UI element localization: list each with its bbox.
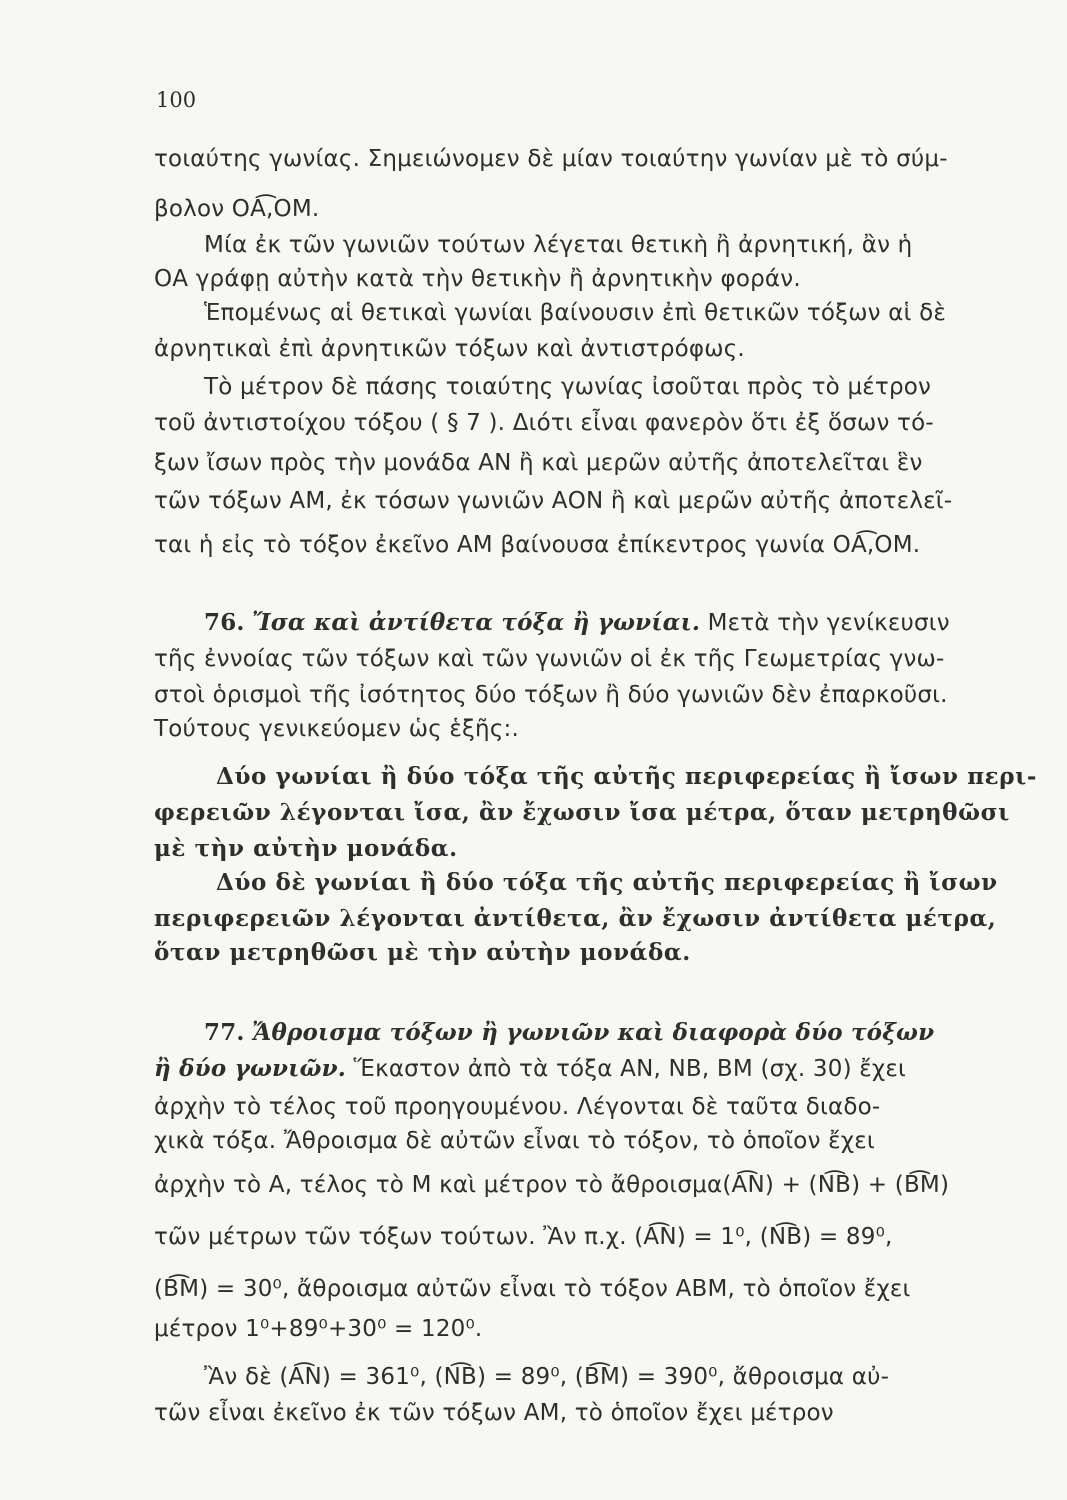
- definition-line-2: φερειῶν λέγονται ἴσα, ἂν ἔχωσιν ἴσα μέτρα, ὅταν μετρηθῶσι: [154, 799, 1010, 826]
- definition-line-3: μὲ τὴν αὐτὴν μονάδα.: [154, 835, 458, 862]
- section-76-number: 76.: [204, 609, 245, 636]
- text-line-4: ΟΑ γράφῃ αὐτὴν κατὰ τὴν θετικὴν ἢ ἀρνητικὴν φοράν.: [154, 266, 801, 292]
- text-line-23: (Β͡Μ) = 30⁰, ἄθροισμα αὐτῶν εἶναι τὸ τόξον ΑΒΜ, τὸ ὁποῖον ἔχει: [154, 1276, 911, 1302]
- section-76-text: Μετὰ τὴν γενίκευσιν: [700, 610, 950, 636]
- section-76-heading-line: [204, 608, 950, 638]
- section-77-title-cont: ἢ δύο γωνιῶν.: [154, 1055, 347, 1082]
- definition-line-1: Δύο γωνίαι ἢ δύο τόξα τῆς αὐτῆς περιφερείας ἢ ἴσων περι-: [216, 763, 1037, 790]
- text-line-11: ται ἡ εἰς τὸ τόξον ἐκεῖνο ΑΜ βαίνουσα ἐπίκεντρος γωνία ΟΑ͡,ΟΜ.: [154, 532, 921, 558]
- text-line-7: Τὸ μέτρον δὲ πάσης τοιαύτης γωνίας ἰσοῦται πρὸς τὸ μέτρον: [204, 374, 932, 400]
- text-line-6: ἀρνητικαὶ ἐπὶ ἀρνητικῶν τόξων καὶ ἀντιστρόφως.: [154, 336, 745, 362]
- text-line-14: στοὶ ὁρισμοὶ τῆς ἰσότητος δύο τόξων ἢ δύο γωνιῶν δὲν ἐπαρκοῦσι.: [154, 682, 948, 708]
- section-77-number: 77.: [204, 1019, 245, 1046]
- text-line-24: μέτρον 1⁰+89⁰+30⁰ = 120⁰.: [154, 1316, 483, 1342]
- text-line-19: ἀρχὴν τὸ τέλος τοῦ προηγουμένου. Λέγονται δὲ ταῦτα διαδο-: [154, 1094, 881, 1120]
- text-line-2: βολον ΟΑ͡,ΟΜ.: [154, 196, 320, 222]
- section-77-text: Ἕκαστον ἀπὸ τὰ τόξα ΑΝ, ΝΒ, ΒΜ (σχ. 30) ἔχει: [346, 1056, 907, 1082]
- text-line-9: ξων ἴσων πρὸς τὴν μονάδα ΑΝ ἢ καὶ μερῶν αὐτῆς ἀποτελεῖται ἓν: [154, 450, 923, 476]
- text-line-15: Τούτους γενικεύομεν ὡς ἑξῆς:.: [154, 716, 519, 742]
- text-line-22: τῶν μέτρων τῶν τόξων τούτων. Ἂν π.χ. (Α͡Ν) = 1⁰, (Ν͡Β) = 89⁰,: [154, 1224, 893, 1250]
- text-line-20: χικὰ τόξα. Ἄθροισμα δὲ αὐτῶν εἶναι τὸ τόξον, τὸ ὁποῖον ἔχει: [154, 1128, 875, 1154]
- section-76-title: Ἴσα καὶ ἀντίθετα τόξα ἢ γωνίαι.: [252, 609, 701, 636]
- text-line-8: τοῦ ἀντιστοίχου τόξου ( § 7 ). Διότι εἶναι φανερὸν ὅτι ἐξ ὅσων τό-: [154, 410, 934, 436]
- definition-line-5: περιφερειῶν λέγονται ἀντίθετα, ἂν ἔχωσιν ἀντίθετα μέτρα,: [154, 905, 997, 932]
- section-77-heading-line: [204, 1018, 934, 1048]
- text-line-3: Μία ἐκ τῶν γωνιῶν τούτων λέγεται θετικὴ ἢ ἀρνητική, ἂν ἡ: [204, 232, 913, 258]
- text-line-13: τῆς ἐννοίας τῶν τόξων καὶ τῶν γωνιῶν οἱ ἐκ τῆς Γεωμετρίας γνω-: [154, 646, 945, 672]
- text-line-5: Ἑπομένως αἱ θετικαὶ γωνίαι βαίνουσιν ἐπὶ θετικῶν τόξων αἱ δὲ: [204, 300, 946, 326]
- text-line-1: τοιαύτης γωνίας. Σημειώνομεν δὲ μίαν τοιαύτην γωνίαν μὲ τὸ σύμ-: [154, 146, 948, 172]
- definition-line-4: Δύο δὲ γωνίαι ἢ δύο τόξα τῆς αὐτῆς περιφερείας ἢ ἴσων: [216, 869, 998, 896]
- text-line-26: τῶν εἶναι ἐκεῖνο ἐκ τῶν τόξων ΑΜ, τὸ ὁποῖον ἔχει μέτρον: [154, 1400, 834, 1426]
- definition-line-6: ὅταν μετρηθῶσι μὲ τὴν αὐτὴν μονάδα.: [154, 939, 691, 966]
- section-77-title: Ἄθροισμα τόξων ἢ γωνιῶν καὶ διαφορὰ δύο τόξων: [252, 1019, 935, 1046]
- section-77-heading-line-2: [154, 1054, 906, 1084]
- page-number: 100: [156, 88, 197, 112]
- text-line-25: Ἂν δὲ (Α͡Ν) = 361⁰, (Ν͡Β) = 89⁰, (Β͡Μ) = 390⁰, ἄθροισμα αὐ-: [204, 1364, 890, 1390]
- text-line-21: ἀρχὴν τὸ Α, τέλος τὸ Μ καὶ μέτρον τὸ ἄθροισμα(Α͡Ν) + (Ν͡Β) + (Β͡Μ): [154, 1172, 950, 1198]
- text-line-10: τῶν τόξων ΑΜ, ἐκ τόσων γωνιῶν ΑΟΝ ἢ καὶ μερῶν αὐτῆς ἀποτελεῖ-: [154, 488, 953, 514]
